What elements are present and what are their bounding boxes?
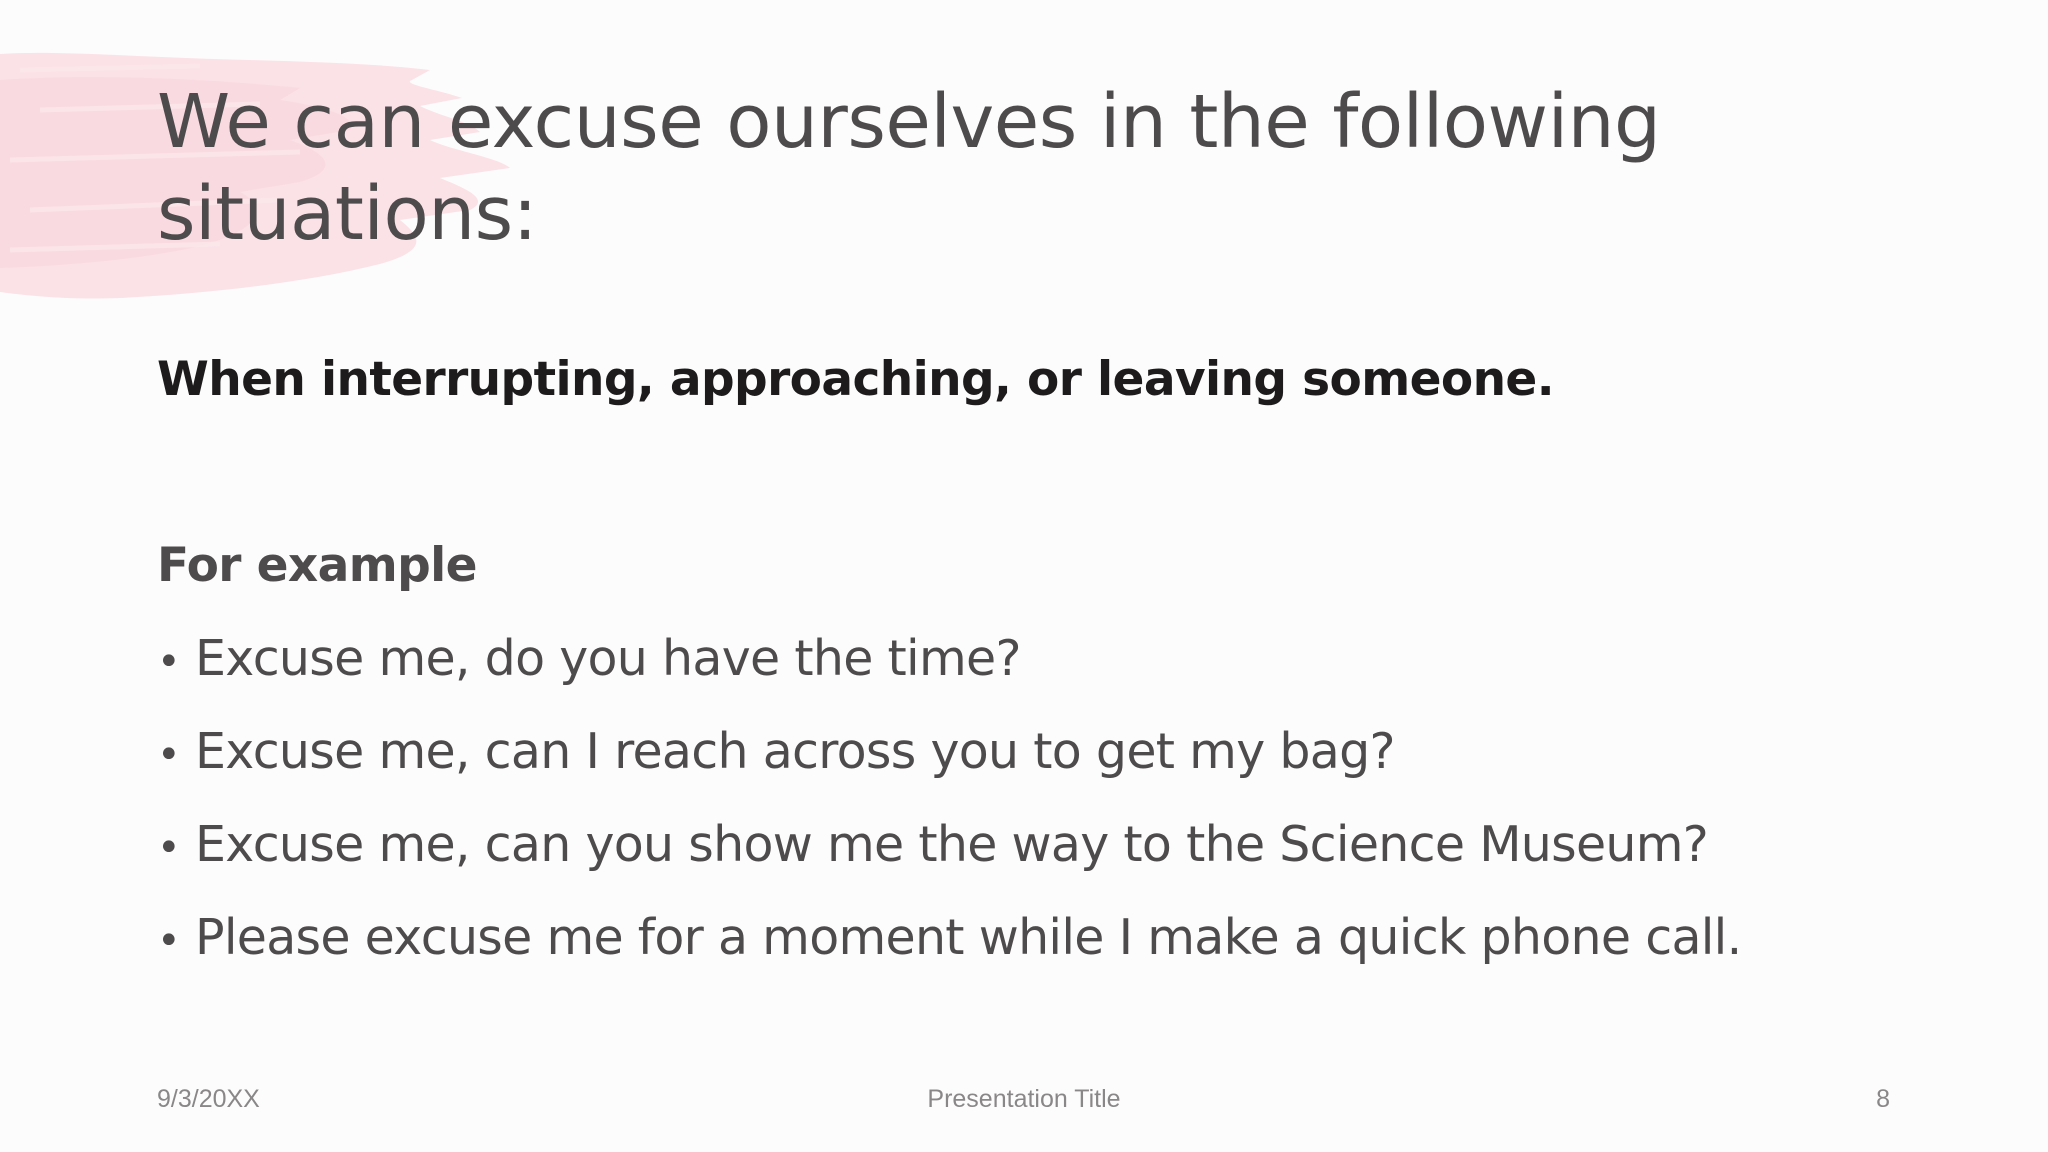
footer-page-number: 8 — [1876, 1085, 1890, 1113]
bullet-icon: • — [157, 639, 180, 685]
list-item — [157, 908, 1741, 1001]
bullet-icon: • — [157, 825, 180, 871]
list-item-text: Please excuse me for a moment while I make a quick phone call. — [195, 909, 1742, 966]
lead-statement: When interrupting, approaching, or leaving someone. — [157, 352, 1554, 407]
list-item — [157, 722, 1741, 815]
footer-presentation-title: Presentation Title — [927, 1085, 1121, 1113]
list-item — [157, 629, 1741, 722]
footer-date: 9/3/20XX — [157, 1085, 260, 1113]
list-item-text: Excuse me, can you show me the way to the Science Museum? — [195, 816, 1709, 873]
list-item — [157, 815, 1741, 908]
bullet-icon: • — [157, 732, 180, 778]
example-list — [157, 629, 1741, 1001]
bullet-icon: • — [157, 918, 180, 964]
list-item-text: Excuse me, do you have the time? — [195, 630, 1021, 687]
slide-title: We can excuse ourselves in the following situations: — [157, 79, 1661, 257]
example-heading: For example — [157, 538, 477, 593]
list-item-text: Excuse me, can I reach across you to get my bag? — [195, 723, 1395, 780]
